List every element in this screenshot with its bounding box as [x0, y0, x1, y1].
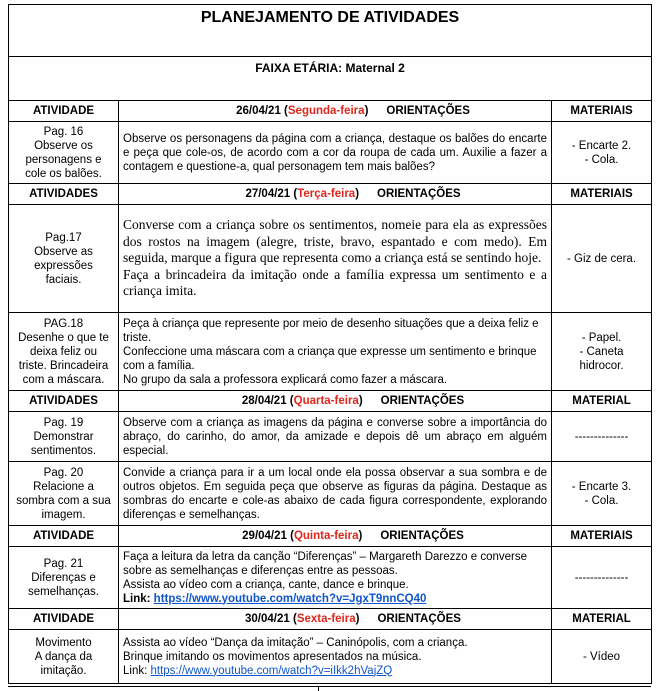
day-header: [9, 609, 652, 630]
column-header-activity: ATIVIDADE: [9, 101, 119, 122]
activity-cell: Pag.17 Observe as expressões faciais.: [9, 205, 119, 313]
guidance-cell: Observe com a criança as imagens da página e converse sobre a importância do abraço, do carinho, do amor, da amizade e depois dê um abraço em alguém especial.: [119, 412, 552, 462]
materials-cell: --------------: [552, 412, 652, 462]
column-header-guidance: ORIENTAÇÕES: [377, 613, 461, 625]
table-row: [9, 412, 652, 462]
column-header-guidance: ORIENTAÇÕES: [386, 105, 470, 117]
guidance-cell: Converse com a criança sobre os sentimentos, nomeie para ela as expressões dos rostos na imagem (alegre, triste, bravo, espantado e com medo). Em seguida, marque a figura que representa como a criança está se sentindo hoje. Faça a brincadeira da imitação onde a família expressa um sentimento e a criança imita.: [119, 205, 552, 313]
activity-cell: Movimento A dança da imitação.: [9, 630, 119, 684]
age-group: FAIXA ETÁRIA: Maternal 2: [9, 57, 652, 101]
day-header: [9, 101, 652, 122]
day-header: [9, 184, 652, 205]
activities-table: [8, 4, 652, 684]
guidance-cell: Observe os personagens da página com a criança, destaque os balões do encarte e peça que cole-os, de acordo com a cor da roupa de cada um. Auxilie a fazer a contagem e questione-a, qual personagem tem mais balões?: [119, 122, 552, 184]
materials-cell: - Giz de cera.: [552, 205, 652, 313]
activity-cell: PAG.18 Desenhe o que te deixa feliz ou triste. Brincadeira com a máscara.: [9, 313, 119, 391]
column-header-materials: MATERIAIS: [552, 101, 652, 122]
day-date: 29/04/21 (Quinta-feira) ORIENTAÇÕES: [119, 526, 552, 547]
column-header-guidance: ORIENTAÇÕES: [380, 395, 465, 407]
guidance-cell: Faça a leitura da letra da canção “Diferenças” – Margareth Darezzo e converse sobre as semelhanças e diferenças entre as pessoas. Assista ao vídeo com a criança, cante, dance e brinque. Link: https://www.youtube.com/watch?v=JgxT9nnCQ40: [119, 547, 552, 609]
table-row: [9, 630, 652, 684]
weekday: Sexta-feira: [296, 613, 356, 625]
page-title: PLANEJAMENTO DE ATIVIDADES: [9, 5, 652, 57]
day-header: [9, 391, 652, 412]
weekday: Quarta-feira: [293, 395, 359, 407]
activity-cell: Pag. 20 Relacione a sombra com a sua imagem.: [9, 462, 119, 526]
guidance-cell: Peça à criança que represente por meio de desenho situações que a deixa feliz e triste. Confeccione uma máscara com a criança que expresse um sentimento e brinque com a família. No grupo da sala a professora explicará como fazer a máscara.: [119, 313, 552, 391]
link-label: Link:: [123, 664, 151, 677]
guidance-cell: Convide a criança para ir a um local onde ela possa observar a sua sombra e de outros objetos. Em seguida peça que observe as figuras da página. Destaque as sombras do encarte e cole-as abaixo de cada figura correspondente, explorando diferenças e semelhanças.: [119, 462, 552, 526]
column-header-activity: ATIVIDADE: [9, 609, 119, 630]
column-header-activity: ATIVIDADE: [9, 526, 119, 547]
column-header-activity: ATIVIDADES: [9, 391, 119, 412]
activity-cell: Pag. 21 Diferenças e semelhanças.: [9, 547, 119, 609]
day-date: 30/04/21 (Sexta-feira) ORIENTAÇÕES: [119, 609, 552, 630]
activity-cell: Pag. 19 Demonstrar sentimentos.: [9, 412, 119, 462]
column-header-activity: ATIVIDADES: [9, 184, 119, 205]
table-row: [9, 122, 652, 184]
page-bottom-divider: [8, 686, 651, 687]
materials-cell: - Papel. - Caneta hidrocor.: [552, 313, 652, 391]
column-header-materials: MATERIAIS: [552, 526, 652, 547]
day-date: 28/04/21 (Quarta-feira) ORIENTAÇÕES: [119, 391, 552, 412]
table-row: [9, 313, 652, 391]
weekday: Terça-feira: [297, 188, 356, 200]
column-header-materials: MATERIAL: [552, 391, 652, 412]
weekday: Segunda-feira: [287, 105, 365, 117]
weekday: Quinta-feira: [293, 530, 359, 542]
materials-cell: - Vídeo: [552, 630, 652, 684]
column-header-guidance: ORIENTAÇÕES: [380, 530, 464, 542]
youtube-link[interactable]: https://www.youtube.com/watch?v=iIkk2hVajZQ: [150, 664, 393, 677]
guidance-cell: Assista ao vídeo “Dança da imitação” – Caninópolis, com a criança. Brinque imitando os movimentos apresentados na música. Link: https://www.youtube.com/watch?v=iIkk2hVajZQ: [119, 630, 552, 684]
youtube-link[interactable]: https://www.youtube.com/watch?v=JgxT9nnCQ40: [153, 592, 427, 605]
materials-cell: --------------: [552, 547, 652, 609]
table-row: [9, 547, 652, 609]
materials-cell: - Encarte 2. - Cola.: [552, 122, 652, 184]
planning-sheet: [8, 4, 651, 684]
link-label: Link:: [123, 592, 154, 605]
column-header-materials: MATERIAL: [552, 609, 652, 630]
materials-cell: - Encarte 3. - Cola.: [552, 462, 652, 526]
activity-cell: Pag. 16 Observe os personagens e cole os balões.: [9, 122, 119, 184]
day-header: [9, 526, 652, 547]
column-header-guidance: ORIENTAÇÕES: [377, 188, 461, 200]
column-header-materials: MATERIAIS: [552, 184, 652, 205]
page-bottom-tick: [318, 686, 319, 691]
table-row: [9, 205, 652, 313]
day-date: 27/04/21 (Terça-feira) ORIENTAÇÕES: [119, 184, 552, 205]
table-row: [9, 462, 652, 526]
day-date: 26/04/21 (Segunda-feira) ORIENTAÇÕES: [119, 101, 552, 122]
